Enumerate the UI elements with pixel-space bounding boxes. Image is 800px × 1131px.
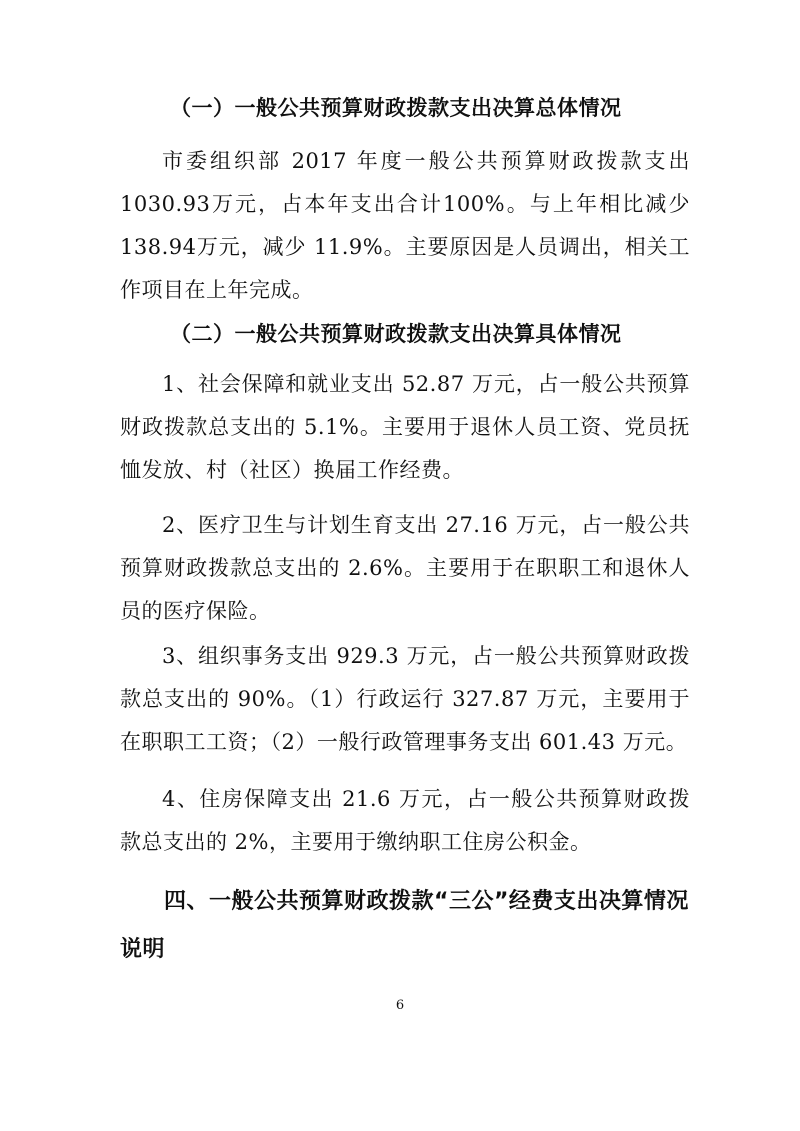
section-2-heading: （二）一般公共预算财政拨款支出决算具体情况: [170, 322, 622, 346]
item-3-paragraph: 3、组织事务支出 929.3 万元，占一般公共预算财政拨款总支出的 90%。（1）行政运行 327.87 万元，主要用于在职职工工资；（2）一般行政管理事务支出 601.43 万元。: [120, 644, 690, 754]
section-1-paragraph: 市委组织部 2017 年度一般公共预算财政拨款支出1030.93万元，占本年支出合计100%。与上年相比减少138.94万元，减少 11.9%。主要原因是人员调出，相关工作项目在上年完成。: [120, 149, 690, 302]
section-1-heading: （一）一般公共预算财政拨款支出决算总体情况: [170, 96, 622, 120]
item-4-paragraph: 4、住房保障支出 21.6 万元，占一般公共预算财政拨款总支出的 2%，主要用于缴纳职工住房公积金。: [120, 787, 690, 854]
item-1-paragraph: 1、社会保障和就业支出 52.87 万元，占一般公共预算财政拨款总支出的 5.1%。主要用于退休人员工资、党员抚恤发放、村（社区）换届工作经费。: [120, 372, 690, 482]
section-4-heading: 四、一般公共预算财政拨款“三公”经费支出决算情况说明: [120, 889, 689, 962]
item-2-paragraph: 2、医疗卫生与计划生育支出 27.16 万元，占一般公共预算财政拨款总支出的 2.6%。主要用于在职职工和退休人员的医疗保险。: [120, 513, 690, 623]
page-number: 6: [395, 998, 405, 1013]
